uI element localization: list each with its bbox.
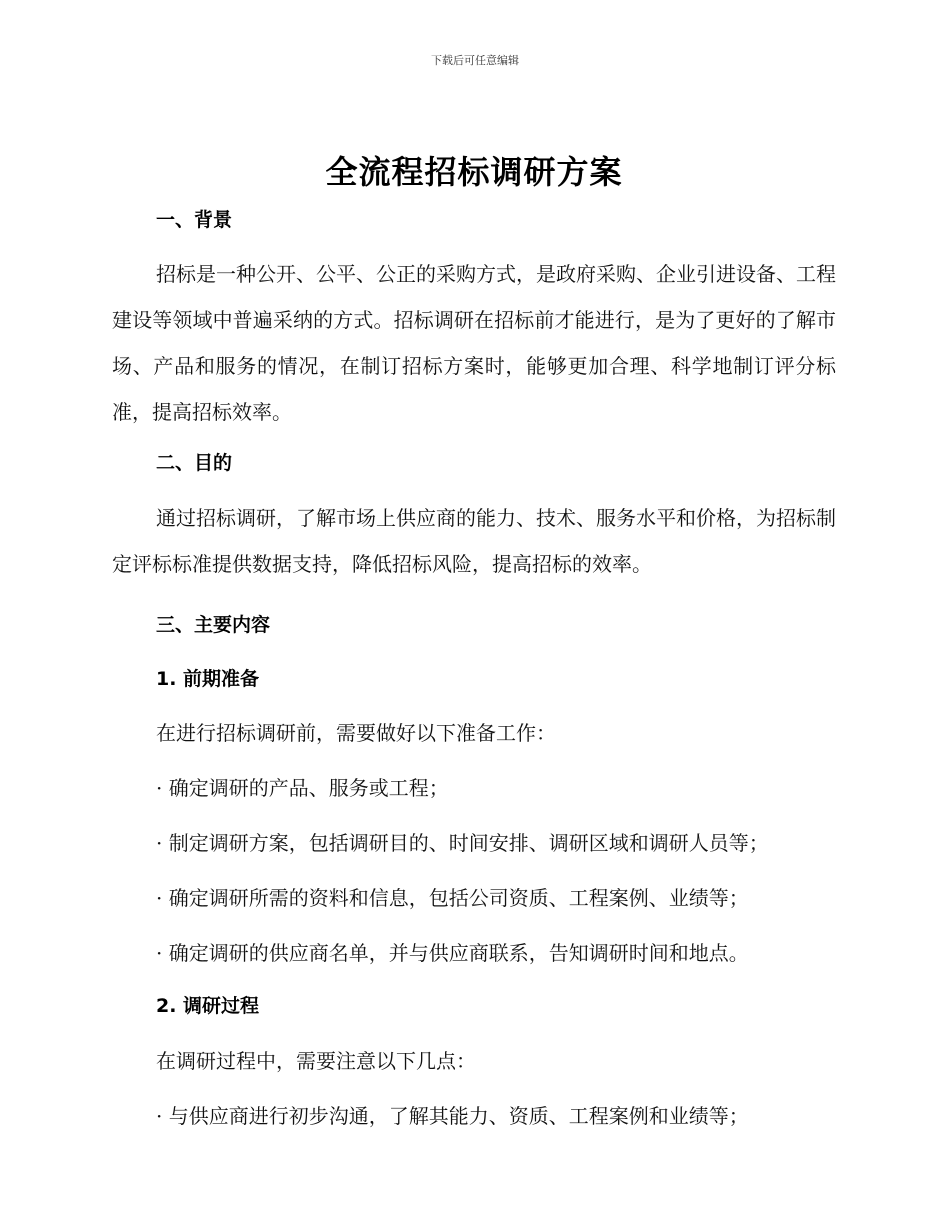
section-heading-main-content: 三、主要内容 (156, 614, 271, 636)
paragraph-purpose: 通过招标调研，了解市场上供应商的能力、技术、服务水平和价格，为招标制定评标标准提供数据支持，降低招标风险，提高招标的效率。 (112, 506, 836, 576)
subsection-heading-preparation: 1. 前期准备 (156, 668, 260, 690)
list-item: · 确定调研的产品、服务或工程； (156, 776, 449, 800)
list-item: · 确定调研的供应商名单，并与供应商联系，告知调研时间和地点。 (156, 941, 749, 965)
document-body (112, 150, 836, 1131)
paragraph-background: 招标是一种公开、公平、公正的采购方式，是政府采购、企业引进设备、工程建设等领域中普遍采纳的方式。招标调研在招标前才能进行，是为了更好的了解市场、产品和服务的情况，在制订招标方案时，能够更加合理、科学地制订评分标准，提高招标效率。 (112, 262, 836, 424)
subsection-heading-research-process: 2. 调研过程 (156, 995, 260, 1017)
research-process-intro: 在调研过程中，需要注意以下几点： (156, 1049, 476, 1073)
section-heading-background: 一、背景 (156, 209, 233, 231)
page-header-note: 下载后可任意编辑 (431, 54, 519, 67)
section-heading-purpose: 二、目的 (156, 452, 233, 474)
list-item: · 确定调研所需的资料和信息，包括公司资质、工程案例、业绩等； (156, 886, 749, 910)
document-title: 全流程招标调研方案 (325, 153, 623, 191)
list-item: · 制定调研方案，包括调研目的、时间安排、调研区域和调研人员等； (156, 831, 769, 855)
list-item: · 与供应商进行初步沟通，了解其能力、资质、工程案例和业绩等； (156, 1104, 749, 1128)
preparation-intro: 在进行招标调研前，需要做好以下准备工作： (156, 721, 556, 745)
